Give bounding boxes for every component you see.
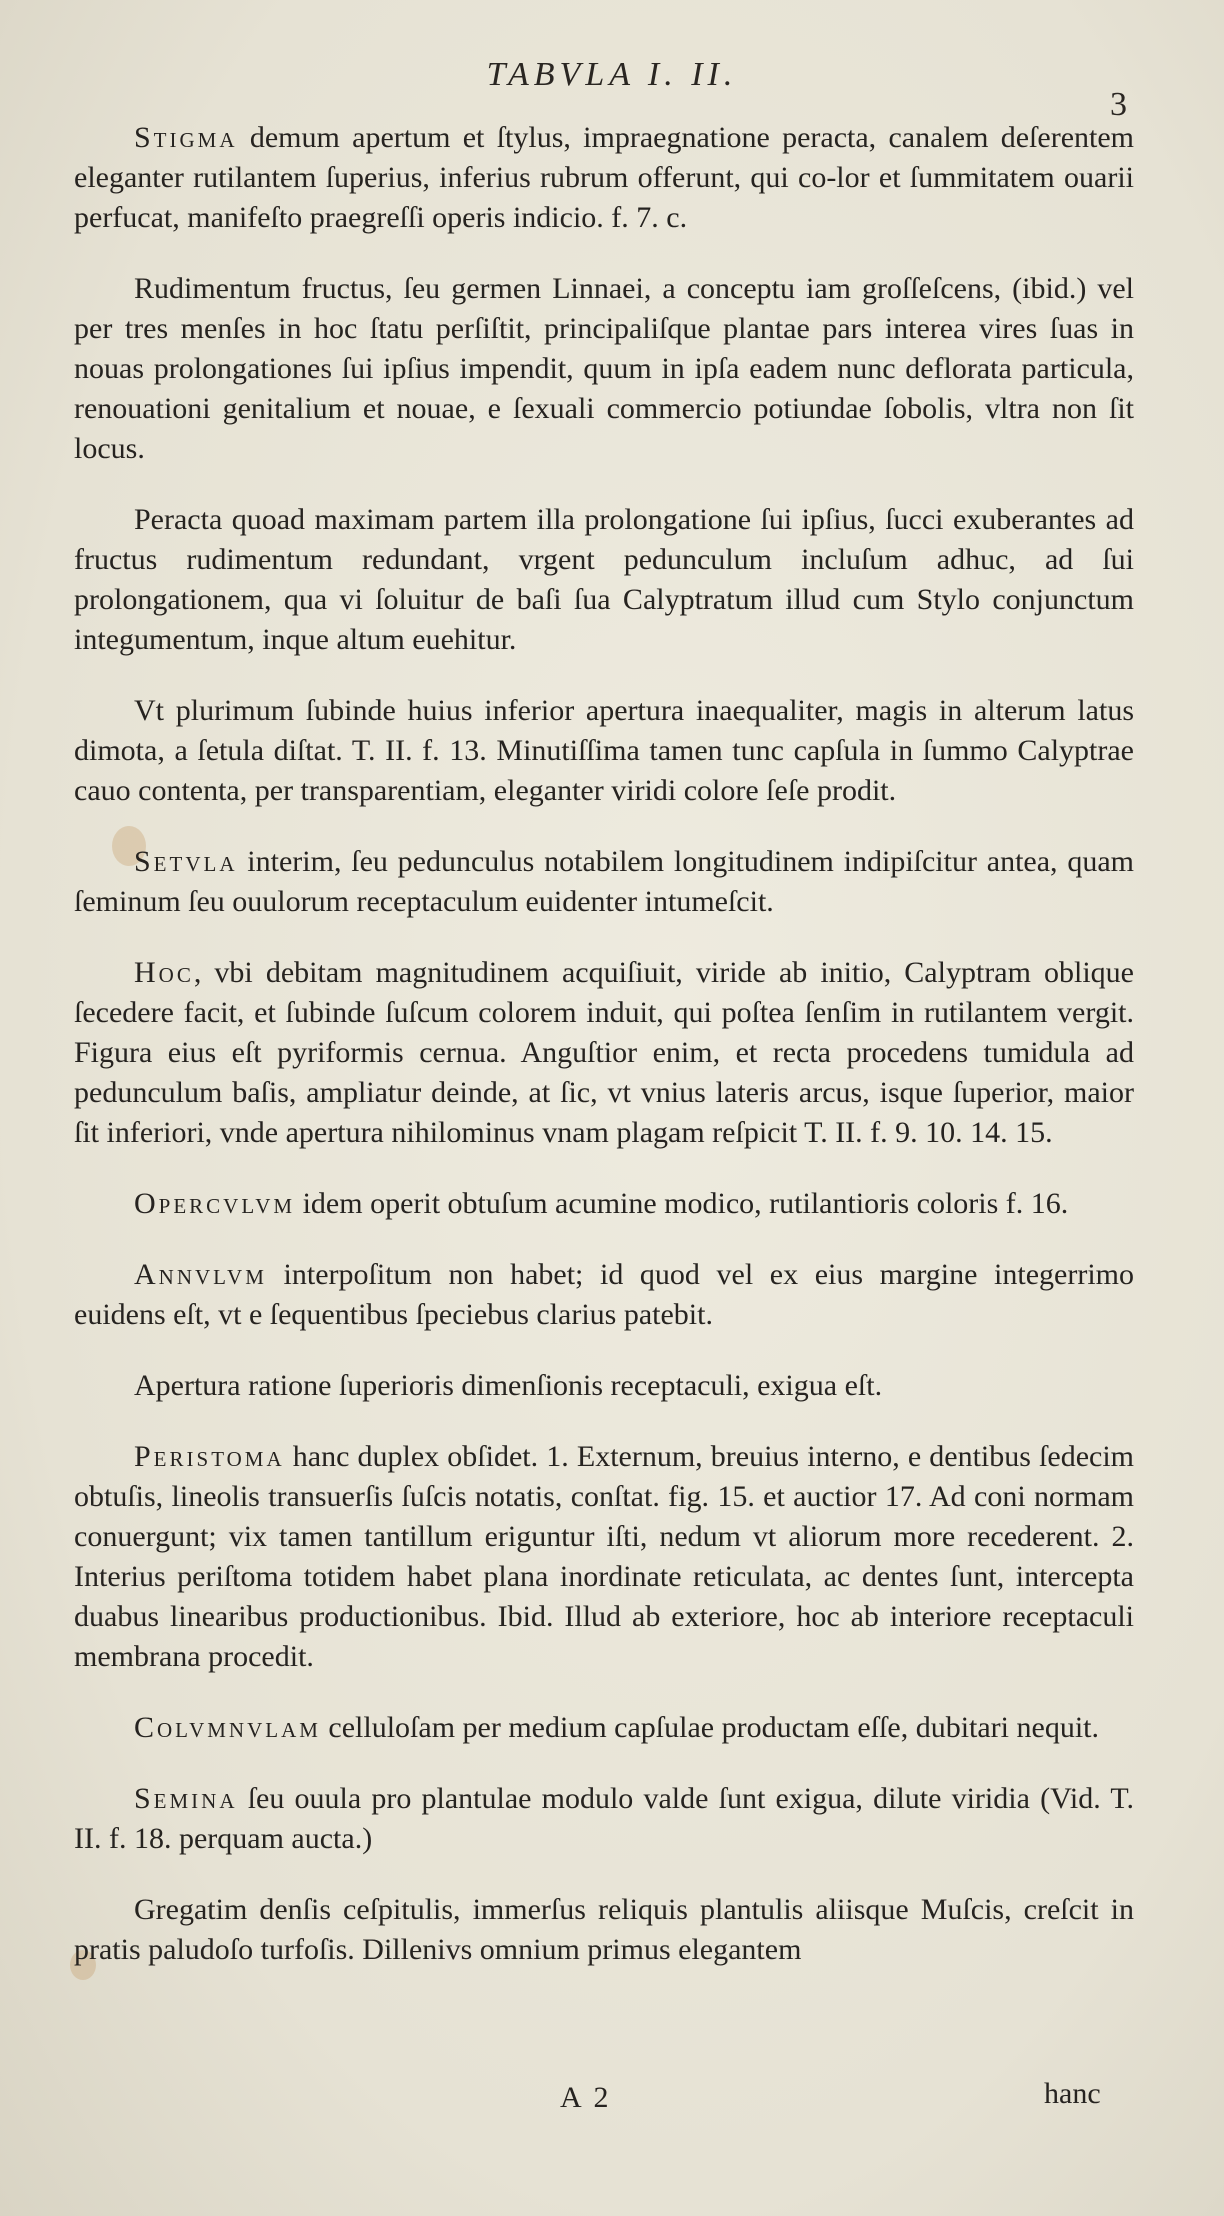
page-footer: [0, 2077, 1224, 2125]
lead-word: Setvla: [134, 845, 238, 878]
paragraph-text: Vt plurimum ſubinde huius inferior apertura inaequaliter, magis in alterum latus dimota, a ſetula diſtat. T. II. f. 13. Minutiſſima tamen tunc capſula in ſummo Calyptrae cauo contenta, per transparentiam, eleganter viridi colore ſeſe prodit.: [74, 694, 1134, 807]
paragraph-text: demum apertum et ſtylus, impraegnatione peracta, canalem deſerentem eleganter rutilantem ſuperius, inferius rubrum offerunt, qui co-lor et ſummitatem ouarii perfucat, manifeſto praegreſſi operis indicio. f. 7. c.: [74, 121, 1134, 234]
paragraph-semina: [74, 1779, 1134, 1859]
paragraph-gregatim: [74, 1890, 1134, 1970]
text-body: [74, 118, 1134, 2001]
paragraph-setula: [74, 842, 1134, 922]
lead-word: Hoc: [134, 956, 194, 989]
paragraph-peristoma: [74, 1437, 1134, 1677]
paragraph-text: Peracta quoad maximam partem illa prolongatione ſui ipſius, ſucci exuberantes ad fructus rudimentum redundant, vrgent pedunculum incluſum adhuc, ad ſui prolongationem, qua vi ſoluitur de baſi ſua Calyptratum illud cum Stylo conjunctum integumentum, inque altum euehitur.: [74, 503, 1134, 656]
lead-word: Stigma: [134, 121, 238, 154]
paragraph-text: interpoſitum non habet; id quod vel ex eius margine integerrimo euidens eſt, vt e ſequentibus ſpeciebus clarius patebit.: [74, 1258, 1134, 1331]
lead-word: Opercvlvm: [134, 1187, 296, 1220]
paragraph-rudimentum: [74, 269, 1134, 469]
catchword: hanc: [1044, 2077, 1101, 2110]
paragraph-text: , vbi debitam magnitudinem acquiſiuit, viride ab initio, Calyptram oblique ſecedere facit, et ſubinde ſuſcum colorem induit, qui poſtea ſenſim in rutilantem vergit. Figura eius eſt pyriformis cernua. Anguſtior enim, et recta procedens tumidula ad pedunculum baſis, ampliatur deinde, at ſic, vt vnius lateris arcus, isque ſuperior, maior ſit inferiori, vnde apertura nihilominus vnam plagam reſpicit T. II. f. 9. 10. 14. 15.: [74, 956, 1134, 1149]
paragraph-operculum: [74, 1184, 1134, 1224]
paragraph-text: interim, ſeu pedunculus notabilem longitudinem indipiſcitur antea, quam ſeminum ſeu ouulorum receptaculum euidenter intumeſcit.: [74, 845, 1134, 918]
paragraph-text: Rudimentum fructus, ſeu germen Linnaei, a conceptu iam groſſeſcens, (ibid.) vel per tres menſes in hoc ſtatu perſiſtit, principaliſque plantae pars interea vires ſuas in nouas prolongationes ſui ipſius impendit, quum in ipſa eadem nunc deflorata particula, renouationi genitalium et nouae, e ſexuali commercio potiundae ſobolis, vltra non ſit locus.: [74, 272, 1134, 465]
paragraph-vt-plurimum: [74, 691, 1134, 811]
lead-word: Peristoma: [134, 1440, 285, 1473]
paragraph-text: Apertura ratione ſuperioris dimenſionis receptaculi, exigua eſt.: [134, 1369, 883, 1402]
paragraph-text: idem operit obtuſum acumine modico, rutilantioris coloris f. 16.: [295, 1187, 1069, 1220]
page-number: 3: [1110, 86, 1127, 123]
paragraph-annulum: [74, 1255, 1134, 1335]
paragraph-stigma: [74, 118, 1134, 238]
paragraph-peracta: [74, 500, 1134, 660]
lead-word: Semina: [134, 1782, 238, 1815]
paragraph-apertura: [74, 1366, 1134, 1406]
paragraph-hoc: [74, 953, 1134, 1153]
paragraph-text: Gregatim denſis ceſpitulis, immerſus reliquis plantulis aliisque Muſcis, creſcit in pratis paludoſo turfoſis. Dillenivs omnium primus elegantem: [74, 1893, 1134, 1966]
paragraph-text: celluloſam per medium capſulae productam eſſe, dubitari nequit.: [320, 1711, 1099, 1744]
paragraph-columnulam: [74, 1708, 1134, 1748]
running-header: TABVLA I. II.: [486, 56, 738, 93]
signature-mark: A 2: [560, 2081, 612, 2114]
paragraph-text: hanc duplex obſidet. 1. Externum, breuius interno, e dentibus ſedecim obtuſis, lineolis transuerſis ſuſcis notatis, conſtat. fig. 15. et auctior 17. Ad coni normam conuergunt; vix tamen tantillum eriguntur iſti, nedum vt aliorum more recederent. 2. Interius periſtoma totidem habet plana inordinate reticulata, ac dentes ſunt, intercepta duabus linearibus productionibus. Ibid. Illud ab exteriore, hoc ab interiore receptaculi membrana procedit.: [74, 1440, 1134, 1673]
lead-word: Colvmnvlam: [134, 1711, 321, 1744]
lead-word: Annvlvm: [134, 1258, 267, 1291]
paragraph-text: ſeu ouula pro plantulae modulo valde ſunt exigua, dilute viridia (Vid. T. II. f. 18. perquam aucta.): [74, 1782, 1134, 1855]
